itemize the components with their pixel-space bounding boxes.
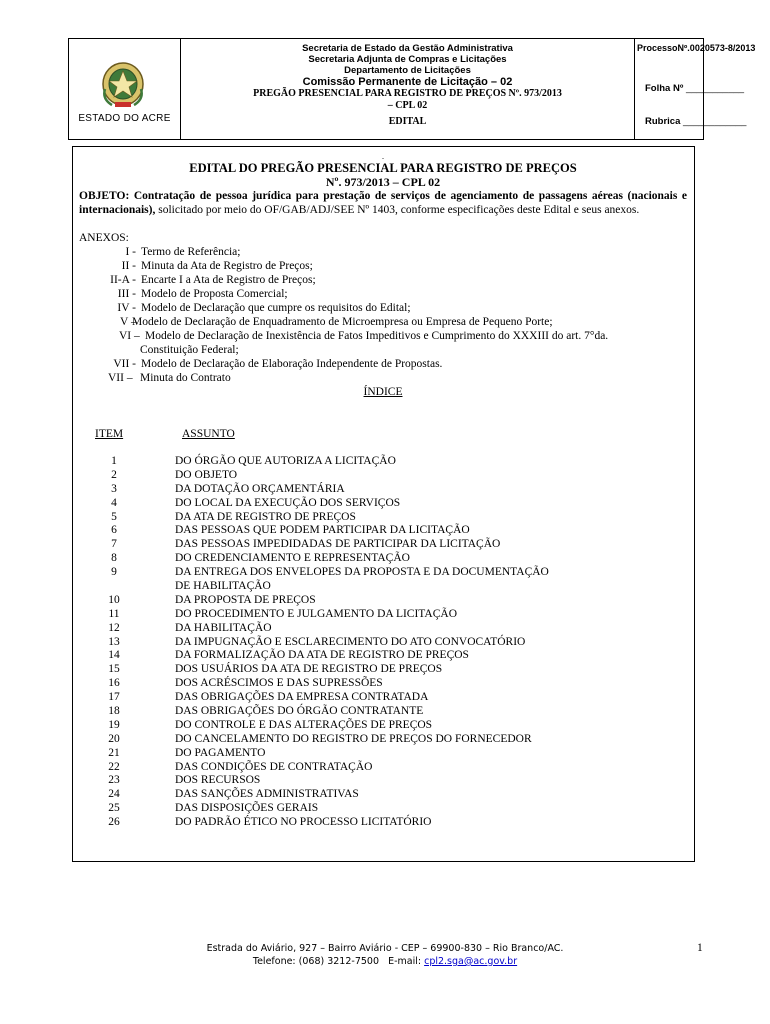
annex-text: Constituição Federal; <box>140 344 239 356</box>
annex-item <box>79 273 687 287</box>
annex-item <box>79 315 687 329</box>
index-item-subject: DE HABILITAÇÃO <box>175 580 271 593</box>
index-item-subject: DO PAGAMENTO <box>175 746 266 759</box>
header-cpl: – CPL 02 <box>387 100 428 111</box>
index-item-number: 2 <box>111 468 117 481</box>
item-column-header: ITEM <box>95 428 124 440</box>
index-item-subject: DA PROPOSTA DE PREÇOS <box>175 593 316 606</box>
folha-label: Folha Nº <box>645 83 684 94</box>
dot-mark: . <box>382 152 384 161</box>
header-pregao: PREGÃO PRESENCIAL PARA REGISTRO DE PREÇOS Nº. 973/2013 <box>253 88 562 99</box>
indice-title: ÍNDICE <box>363 386 403 398</box>
index-item-number: 23 <box>108 774 120 787</box>
header-secretaria-adjunta: Secretaria Adjunta de Compras e Licitações <box>308 54 507 65</box>
index-item-subject: DO LOCAL DA EXECUÇÃO DOS SERVIÇOS <box>175 496 401 509</box>
objeto-label: OBJETO: <box>79 190 130 202</box>
annex-item <box>79 259 687 273</box>
footer-contact <box>0 955 770 968</box>
page-footer <box>0 942 770 968</box>
annex-number: III - <box>117 288 136 300</box>
annex-text: Encarte I a Ata de Registro de Preços; <box>141 274 316 286</box>
index-item-number: 25 <box>108 802 120 815</box>
index-item-subject: DO OBJETO <box>175 468 238 481</box>
annex-text: Minuta do Contrato <box>140 372 231 384</box>
index-item-number: 5 <box>111 510 117 523</box>
folha-field <box>645 83 744 94</box>
footer-email-link[interactable]: cpl2.sga@ac.gov.br <box>424 956 518 967</box>
index-item-number: 20 <box>108 732 120 745</box>
annex-number: IV - <box>117 302 136 314</box>
index-item-subject: DA FORMALIZAÇÃO DA ATA DE REGISTRO DE PREÇOS <box>175 649 469 662</box>
index-item-subject: DO CREDENCIAMENTO E REPRESENTAÇÃO <box>175 552 410 565</box>
assunto-column-header: ASSUNTO <box>182 428 235 440</box>
estado-label: ESTADO DO ACRE <box>78 113 171 124</box>
index-item-number: 19 <box>108 718 120 731</box>
index-item-subject: DOS USUÁRIOS DA ATA DE REGISTRO DE PREÇOS <box>175 663 443 676</box>
annex-item <box>79 245 687 259</box>
index-item-number: 24 <box>108 788 120 801</box>
annex-item <box>79 357 687 371</box>
index-item-subject: DA IMPUGNAÇÃO E ESCLARECIMENTO DO ATO CONVOCATÓRIO <box>175 635 526 648</box>
objeto-bold-text: Contratação de pessoa jurídica para prestação de serviços de agenciamento de passagens aéreas (nacionais e internacionais), <box>79 190 687 216</box>
document-title: EDITAL DO PREGÃO PRESENCIAL PARA REGISTRO DE PREÇOS <box>189 161 577 175</box>
index-item-number: 14 <box>108 649 120 662</box>
index-item-subject: DO CONTROLE E DAS ALTERAÇÕES DE PREÇOS <box>175 718 433 731</box>
annex-text: Modelo de Proposta Comercial; <box>141 288 288 300</box>
folha-blank: ___________ <box>685 83 745 94</box>
annex-number: VI – <box>119 330 140 342</box>
processo-number: ProcessoNº.0020573-8/2013 <box>637 43 756 53</box>
index-item-subject: DAS OBRIGAÇÕES DA EMPRESA CONTRATADA <box>175 691 429 704</box>
index-item-subject: DAS SANÇÕES ADMINISTRATIVAS <box>175 788 359 801</box>
index-item-number: 17 <box>108 691 120 704</box>
index-item-subject: DO PADRÃO ÉTICO NO PROCESSO LICITATÓRIO <box>175 816 432 829</box>
annex-text: Minuta da Ata de Registro de Preços; <box>141 260 313 272</box>
footer-email-label: E-mail: <box>388 956 422 967</box>
annex-item <box>79 343 687 357</box>
header-departamento: Departamento de Licitações <box>344 65 471 76</box>
annex-number: I - <box>125 246 136 258</box>
index-item-subject: DO PROCEDIMENTO E JULGAMENTO DA LICITAÇÃO <box>175 607 457 620</box>
annex-number: II-A - <box>110 274 136 286</box>
annex-item <box>79 371 687 385</box>
header-logo-cell <box>69 39 181 139</box>
annex-number: VII – <box>108 372 133 384</box>
annex-text: Modelo de Declaração que cumpre os requisitos do Edital; <box>141 302 411 314</box>
annex-text: Modelo de Declaração de Enquadramento de Microempresa ou Empresa de Pequeno Porte; <box>132 316 553 328</box>
annex-number: II - <box>121 260 136 272</box>
index-item-number: 1 <box>111 455 117 467</box>
index-item-subject: DO CANCELAMENTO DO REGISTRO DE PREÇOS DO FORNECEDOR <box>175 732 532 745</box>
objeto-rest-text: solicitado por meio do OF/GAB/ADJ/SEE Nº 1403, conforme especificações deste Edital e seus anexos. <box>158 204 640 216</box>
rubrica-blank: ____________ <box>683 116 747 127</box>
annex-text: Modelo de Declaração de Inexistência de Fatos Impeditivos e Cumprimento do XXXIII do art. 7°da. <box>145 330 609 342</box>
index-item-number: 21 <box>108 746 120 759</box>
index-item-subject: DAS CONDIÇÕES DE CONTRATAÇÃO <box>175 760 373 773</box>
index-item-subject: DA HABILITAÇÃO <box>175 621 272 634</box>
annex-text: Modelo de Declaração de Elaboração Independente de Propostas. <box>141 358 443 370</box>
index-item-number: 16 <box>108 677 120 690</box>
index-item-number: 15 <box>108 663 120 676</box>
header-secretaria: Secretaria de Estado da Gestão Administrativa <box>302 43 513 54</box>
rubrica-field <box>645 116 746 127</box>
index-item-number: 11 <box>108 607 120 620</box>
document-header <box>68 38 756 140</box>
annex-number: VII - <box>113 358 136 370</box>
index-item-number: 8 <box>111 552 117 565</box>
index-item-subject: DAS DISPOSIÇÕES GERAIS <box>175 802 319 815</box>
index-item-subject: DO ÓRGÃO QUE AUTORIZA A LICITAÇÃO <box>175 455 396 467</box>
index-item-subject: DAS PESSOAS IMPEDIDADAS DE PARTICIPAR DA LICITAÇÃO <box>175 538 501 551</box>
header-process-cell <box>635 39 756 139</box>
main-content <box>79 153 687 399</box>
index-item-subject: DOS RECURSOS <box>175 774 261 787</box>
index-item-number: 3 <box>111 482 117 495</box>
index-item-number: 7 <box>111 538 117 551</box>
header-comissao: Comissão Permanente de Licitação – 02 <box>302 76 513 88</box>
index-item-number: 12 <box>108 621 120 634</box>
annex-text: Termo de Referência; <box>141 246 241 258</box>
index-item-number: 22 <box>108 760 120 773</box>
index-item-number: 4 <box>111 496 117 509</box>
index-item-subject: DA DOTAÇÃO ORÇAMENTÁRIA <box>175 482 345 495</box>
annex-number: V – <box>120 316 137 328</box>
index-item-number: 26 <box>108 816 120 829</box>
index-item-subject: DOS ACRÉSCIMOS E DAS SUPRESSÕES <box>175 677 383 690</box>
rubrica-label: Rubrica <box>645 116 681 127</box>
index-item-subject: DA ATA DE REGISTRO DE PREÇOS <box>175 510 356 523</box>
index-item-number: 13 <box>108 635 120 648</box>
index-item-number: 9 <box>111 566 117 579</box>
annex-item <box>79 329 687 343</box>
page-number: 1 <box>697 942 703 954</box>
objeto-paragraph <box>79 189 687 217</box>
annex-item <box>79 287 687 301</box>
document-subtitle: Nº. 973/2013 – CPL 02 <box>325 175 441 189</box>
anexos-title: ANEXOS: <box>79 232 129 244</box>
index-item-number: 10 <box>108 593 120 606</box>
header-edital: EDITAL <box>388 116 427 127</box>
footer-phone: Telefone: (068) 3212-7500 <box>252 956 379 967</box>
header-title-cell <box>181 39 635 139</box>
index-item-subject: DAS OBRIGAÇÕES DO ÓRGÃO CONTRATANTE <box>175 705 424 718</box>
annex-item <box>79 301 687 315</box>
annex-list <box>79 245 687 385</box>
index-item-subject: DAS PESSOAS QUE PODEM PARTICIPAR DA LICITAÇÃO <box>175 524 470 537</box>
index-item-number: 18 <box>108 705 120 718</box>
index-item-number: 6 <box>111 524 117 537</box>
footer-address: Estrada do Aviário, 927 – Bairro Aviário - CEP – 69900-830 – Rio Branco/AC. <box>206 943 564 954</box>
index-item-subject: DA ENTREGA DOS ENVELOPES DA PROPOSTA E DA DOCUMENTAÇÃO <box>175 566 549 579</box>
state-crest-icon <box>100 59 146 109</box>
